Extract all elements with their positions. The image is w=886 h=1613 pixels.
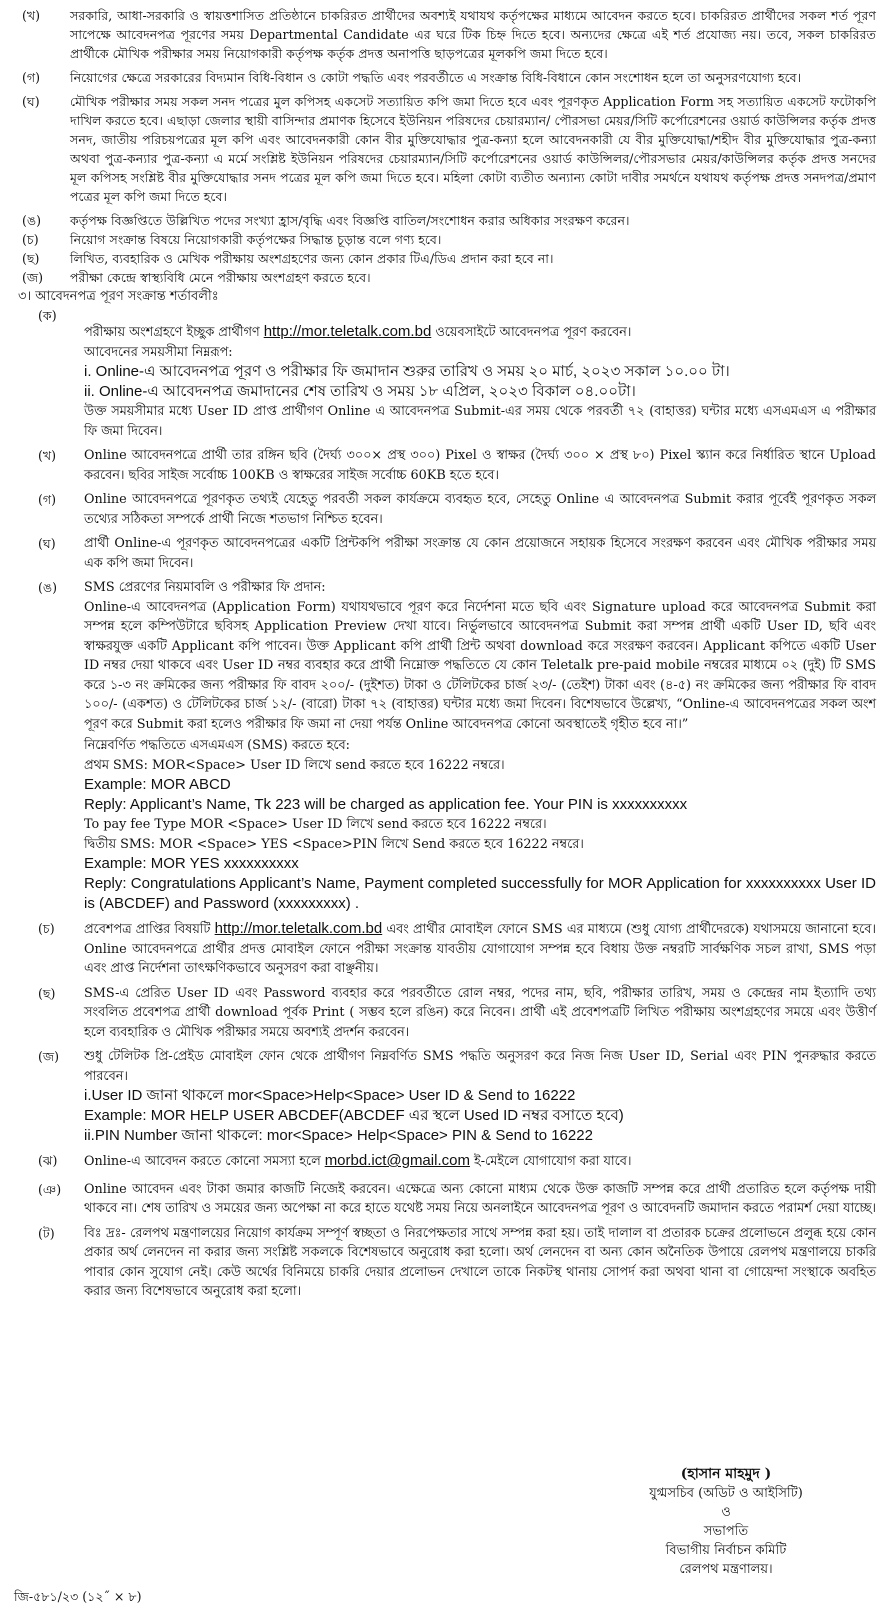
clause-mark: (ঙ) — [38, 580, 58, 595]
help-text-end: ই-মেইলে যোগাযোগ করা যাবে। — [474, 1154, 632, 1169]
clause-text: প্রার্থী Online-এ পূরণকৃত আবেদনপত্রের একটি প্রিন্টকপি পরীক্ষা সংক্রান্ত যে কোন প্রয়োজনে সহায়ক হিসেবে সংরক্ষণ করবেন এবং মৌখিক পরীক্ষার সময় এক কপি জমা দিবেন। — [84, 536, 876, 571]
clause-3-jha — [12, 1151, 876, 1172]
signatory-ministry: রেলপথ মন্ত্রণালয়। — [679, 1562, 773, 1577]
clause-gha — [12, 92, 876, 206]
clause-text: Online আবেদনপত্রে পূরণকৃত তথ্যই যেহেতু পরবর্তী সকল কার্যক্রমে ব্যবহৃত হবে, সেহেতু Online এ আবেদনপত্র Submit করার পূর্বেই পূরণকৃত সকল তথ্যের সঠিকতা সম্পর্কে প্রার্থী নিজে শতভাগ নিশ্চিত হবেন। — [84, 492, 876, 527]
signatory-designation: যুগ্মসচিব (অডিট ও আইসিটি) — [649, 1486, 803, 1501]
deadline-title: আবেদনের সময়সীমা নিম্নরূপ: — [84, 344, 233, 360]
example-1: Example: MOR ABCD — [84, 776, 231, 793]
clause-mark: (ঘ) — [22, 94, 40, 109]
clause-text: সরকারি, আধা-সরকারি ও স্বায়ত্তশাসিত প্রতিষ্ঠানে চাকরিরত প্রার্থীদের অবশ্যই যথাযথ কর্তৃপক্ষের মাধ্যমে আবেদন করতে হবে। চাকরিরত প্রার্থীদের সকল শর্ত পূরণ সাপেক্ষে আবেদনপত্র পূরণের সময় Departmental Candidate এর ঘরে টিক চিহ্ন দিতে হবে। অন্যদের ক্ষেত্রে এই শর্ত প্রযোজ্য নয়। তবে, সকল চাকরিরত প্রার্থীকে মৌখিক পরীক্ষার সময় নিয়োগকারী কর্তৃপক্ষ কর্তৃক প্রদত্ত অনাপত্তি ছাড়পত্রের মূলকপি জমা দিতে হবে। — [70, 8, 876, 61]
help-text: Online-এ আবেদন করতে কোনো সমস্যা হলে — [84, 1154, 321, 1169]
clause-text: মৌখিক পরীক্ষার সময় সকল সনদ পত্রের মুল কপিসহ একসেট সত্যায়িত কপি জমা দিতে হবে এবং পূরণকৃত Application Form সহ সত্যায়িত একসেট ফটোকপি দাখিল করতে হবে। এছাড়া জেলার স্থায়ী বাসিন্দার প্রমাণক হিসেবে ইউনিয়ন পরিষদের চেয়ারম্যান/ পৌরসভা মেয়র/সিটি কর্পোরেশনের ওয়ার্ড কাউন্সিলর কর্তৃক প্রদত্ত সনদ, জাতীয় পরিচয়পত্রের মূল কপি এবং আবেদনকারী কোন বীর মুক্তিযোদ্ধার পুত্র-কন্যা হলে আবেদনকারী যে বীর মুক্তিযোদ্ধা/শহীদ বীর মুক্তিযোদ্ধার পুত্র-কন্যা অথবা পুত্র-কন্যার পুত্র-কন্যা এ মর্মে সংশ্লিষ্ট ইউনিয়ন পরিষদের চেয়ারম্যান/সিটি কর্পোরেশনের ওয়ার্ড কাউন্সিলর/পৌরসভার মেয়র/কাউন্সিলর কর্তৃক প্রদত্ত সনদের মূল কপিসহ সংশ্লিষ্ট বীর মুক্তিযোদ্ধার সনদ পত্রের মূল কপি জমা দিতে হবে। মহিলা কোটা ব্যতীত অন্যান্য কোটা দাবীর সমর্থনে যথাযথ কর্তৃপক্ষ প্রদত্ত সনদপত্র/প্রমাণ পত্রের মূল কপি জমা দিতে হবে। — [70, 94, 876, 204]
signatory-name: (হাসান মাহমুদ ) — [680, 1466, 772, 1482]
clause-mark: (খ) — [22, 8, 41, 23]
sms-title: SMS প্রেরণের নিয়মাবলি ও পরীক্ষার ফি প্রদান: — [84, 580, 326, 595]
signatory-committee: বিভাগীয় নির্বাচন কমিটি — [665, 1543, 787, 1558]
clause-mark: (চ) — [38, 921, 55, 936]
clause-ja — [12, 268, 876, 287]
clause-text: SMS-এ প্রেরিত User ID এবং Password ব্যবহার করে পরবর্তীতে রোল নম্বর, পদের নাম, ছবি, পরীক্ষার তারিখ, সময় ও কেন্দ্রের নাম ইত্যাদি তথ্য সংবলিত প্রবেশপত্র প্রার্থী download পূর্বক Print ( সম্ভব হলে রঙিন) করে নিবেন। প্রার্থী এই প্রবেশপত্রটি লিখিত পরীক্ষায় অংশগ্রহণের সময়ে এবং উত্তীর্ণ হলে ব্যবহারিক ও মৌখিক পরীক্ষার সময়ে অবশ্যই প্রদর্শন করবেন। — [84, 985, 876, 1040]
clause-text: নিয়োগ সংক্রান্ত বিষয়ে নিয়োগকারী কর্তৃপক্ষের সিদ্ধান্ত চূড়ান্ত বলে গণ্য হবে। — [70, 232, 442, 247]
clause-cha — [12, 230, 876, 249]
recovery-example: Example: MOR HELP USER ABCDEF(ABCDEF এর স্থলে Used ID নম্বর বসাতে হবে) — [84, 1107, 624, 1124]
clause-uma — [12, 211, 876, 230]
clause-3-nya — [12, 1180, 876, 1219]
clause-ga — [12, 68, 876, 87]
clause-mark: (গ) — [38, 492, 57, 507]
sms-method-title: নিম্নেবর্ণিত পদ্ধতিতে এসএমএস (SMS) করতে হবে: — [84, 738, 350, 753]
clause-mark: (ঙ) — [22, 213, 42, 228]
clause-mark: (গ) — [22, 70, 41, 85]
example-2: Example: MOR YES xxxxxxxxxx — [84, 855, 299, 872]
clause-text: লিখিত, ব্যবহারিক ও মেখিক পরীক্ষায় অংশগ্রহণের জন্য কোন প্রকার টিএ/ডিএ প্রদান করা হবে না। — [70, 251, 554, 266]
teletalk-link[interactable]: http://mor.teletalk.com.bd — [263, 323, 432, 340]
clause-mark: (খ) — [38, 448, 57, 463]
clause-mark: (ছ) — [22, 251, 40, 266]
signature-block — [596, 1465, 856, 1579]
clause-mark: (জ) — [22, 270, 44, 285]
apply-text-end: ওয়েবসাইটে আবেদনপত্র পূরণ করবেন। — [435, 325, 632, 340]
section-3-title: ৩। আবেদনপত্র পূরণ সংক্রান্ত শর্তাবলীঃ — [18, 289, 219, 304]
clause-kha — [12, 6, 876, 63]
sms-paragraph: Online-এ আবেদনপত্র (Application Form) যথাযথভাবে পূরণ করে নির্দেশনা মতে ছবি এবং Signature upload করে আবেদনপত্র Submit করা সম্পন্ন হলে কম্পিউটারে ছবিসহ Application Preview দেখা যাবে। নির্ভুলভাবে আবেদনপত্র Submit করা সম্পন্ন প্রার্থী একটি User ID, ছবি এবং স্বাক্ষরযুক্ত একটি Applicant কপি পাবেন। উক্ত Applicant কপি প্রার্থী প্রিন্ট অথবা download করে সংরক্ষণ করবেন। Applicant কপিতে একটি User ID নম্বর দেয়া থাকবে এবং User ID নম্বর ব্যবহার করে প্রার্থী নিম্নোক্ত পদ্ধতিতে যে কোন Teletalk pre-paid mobile নম্বরের মাধ্যমে ০২ (দুই) টি SMS করে ১-৩ নং ক্রমিকের জন্য পরীক্ষার ফি বাবদ ২০০/- (দুইশত) টাকা ও টেলিটকের চার্জ ২৩/- (তেইশ) টাকা এবং (৪-৫) নং ক্রমিকের জন্য পরীক্ষার ফি বাবদ ১০০/- (একশত) ও টেলিটকের চার্জ ১২/- (বারো) টাকা ৭২ (বাহাত্তর) ঘন্টার মধ্যে জমা দিবেন। বিশেষভাবে উল্লেখ্য, “Online-এ আবেদনপত্রের সকল অংশ পূরণ করে Submit করা হলেও পরীক্ষার ফি জমা না দেয়া পর্যন্ত Online আবেদনপত্র কোনো অবস্থাতেই গৃহীত হবে না।” — [84, 599, 876, 732]
admit-text: প্রবেশপত্র প্রাপ্তির বিষয়টি — [84, 922, 211, 937]
clause-mark: (চ) — [22, 232, 39, 247]
clause-3-ka — [12, 306, 876, 441]
clause-text: বিঃ দ্রঃ- রেলপথ মন্ত্রণালয়ের নিয়োগ কার্যক্রম সম্পূর্ণ স্বচ্ছতা ও নিরপেক্ষতার সাথে সম্পন্ন করা হয়। তাই দালাল বা প্রতারক চক্রের প্রলোভনে প্রলুব্ধ হয়ে কোন প্রকার অর্থ লেনদেন না করার জন্য সংশ্লিষ্ট সকলকে বিশেষভাবে অনুরোধ করা হলো। অর্থ লেনদেন বা অন্য কোন অনৈতিক উপায়ে রেলপথ মন্ত্রণালয়ে চাকরি পাবার কোন সুযোগ নেই। কেউ অর্থের বিনিময়ে চাকরি দেয়ার প্রলোভন দেখালে তাকে নিকটস্থ থানায় সোপর্দ করা অথবা থানা বা গোয়েন্দা সংস্থাকে অবহিত করার জন্য বিশেষভাবে অনুরোধ করা হলো। — [84, 1225, 876, 1299]
clause-3-ta — [12, 1224, 876, 1302]
clause-text: Online আবেদনপত্রে প্রার্থী তার রঙ্গিন ছবি (দৈর্ঘ্য ৩০০× প্রস্থ ৩০০) Pixel ও স্বাক্ষর (দৈর্ঘ্য ৩০০ × প্রস্থ ৮০) Pixel স্ক্যান করে নির্ধারিত স্থানে Upload করবেন। ছবির সাইজ সর্বোচ্চ 100KB ও স্বাক্ষরের সাইজ সর্বোচ্চ 60KB হতে হবে। — [84, 448, 876, 483]
deadline-end: ii. Online-এ আবেদনপত্র জমাদানের শেষ তারিখ ও সময় ১৮ এপ্রিল, ২০২৩ বিকাল ০৪.০০টা। — [84, 383, 636, 400]
clause-3-ja — [12, 1047, 876, 1146]
deadline-note: উক্ত সময়সীমার মধ্যে User ID প্রাপ্ত প্রার্থীগণ Online এ আবেদনপত্র Submit-এর সময় থেকে পরবর্তী ৭২ (বাহাত্তর) ঘন্টার মধ্যে এসএমএস এ পরীক্ষার ফি জমা দিবেন। — [84, 404, 876, 439]
signatory-role: সভাপতি — [703, 1524, 749, 1539]
clause-text: নিয়োগের ক্ষেত্রে সরকারের বিদ্যমান বিধি-বিধান ও কোটা পদ্ধতি এবং পরবর্তীতে এ সংক্রান্ত বিধি-বিধানে কোন সংশোধন হলে তা অনুসরণযোগ্য হবে। — [70, 70, 802, 85]
clause-3-kha — [12, 446, 876, 485]
signatory-and: ও — [721, 1505, 731, 1520]
clause-chha — [12, 249, 876, 268]
reply-1: Reply: Applicant’s Name, Tk 223 will be charged as application fee. Your PIN is xxxxxxxxxx — [84, 796, 688, 813]
first-sms: প্রথম SMS: MOR<Space> User ID লিখে send করতে হবে 16222 নম্বরে। — [84, 757, 505, 773]
clause-3-uma — [12, 578, 876, 914]
recovery-user-id: i.User ID জানা থাকলে mor<Space>Help<Space> User ID & Send to 16222 — [84, 1087, 576, 1104]
clause-mark: (ঘ) — [38, 536, 56, 551]
clause-mark: (ট) — [38, 1225, 55, 1241]
clause-3-ga — [12, 490, 876, 529]
clause-3-cha — [12, 919, 876, 979]
clause-text: কর্তৃপক্ষ বিজ্ঞপ্তিতে উল্লিখিত পদের সংখ্যা হ্রাস/বৃদ্ধি এবং বিজ্ঞপ্তি বাতিল/সংশোধন করার অধিকার সংরক্ষণ করেন। — [70, 213, 630, 228]
recovery-intro: শুধু টেলিটক প্রি-প্রেইড মোবাইল ফোন থেকে প্রার্থীগণ নিম্নবর্ণিত SMS পদ্ধতি অনুসরণ করে নিজ নিজ User ID, Serial এবং PIN পুনরুদ্ধার করতে পারবেন। — [84, 1049, 876, 1084]
clause-mark: (ক) — [38, 308, 57, 323]
memo-number: জি-৫৮১/২৩ (১২˝ × ৮) — [14, 1589, 142, 1604]
apply-text: পরীক্ষায় অংশগ্রহণে ইচ্ছুক প্রার্থীগণ — [84, 325, 260, 340]
recovery-pin: ii.PIN Number জানা থাকলে: mor<Space> Help<Space> PIN & Send to 16222 — [84, 1127, 593, 1144]
clause-text: Online আবেদন এবং টাকা জমার কাজটি নিজেই করবেন। এক্ষেত্রে অন্য কোনো মাধ্যম থেকে উক্ত কাজটি সম্পন্ন করে প্রার্থী প্রতারিত হলে কর্তৃপক্ষ দায়ী থাকবে না। শেষ তারিখ ও সময়ের জন্য অপেক্ষা না করে হাতে যথেষ্ট সময় নিয়ে অনলাইনে আবেদনপত্র পূরণ ও আবেদনটি জমাদান করতে পরামর্শ দেয়া যাচ্ছে। — [84, 1181, 877, 1216]
clause-text: পরীক্ষা কেন্দ্রে স্বাস্থ্যবিধি মেনে পরীক্ষায় অংশগ্রহণ করতে হবে। — [70, 270, 371, 285]
clause-3-gha — [12, 534, 876, 573]
reply-2: Reply: Congratulations Applicant’s Name, Payment completed successfully for MOR Application for xxxxxxxxxx User ID is (ABCDEF) and Password (xxxxxxxxx) . — [84, 875, 876, 912]
clause-mark: (জ) — [38, 1049, 60, 1064]
pay-fee-instruction: To pay fee Type MOR <Space> User ID লিখে send করতে হবে 16222 নম্বরে। — [84, 817, 547, 832]
clause-mark: (ছ) — [38, 985, 56, 1001]
clause-mark: (ঝ) — [38, 1153, 58, 1168]
teletalk-link-2[interactable]: http://mor.teletalk.com.bd — [214, 920, 383, 937]
clause-3-chha — [12, 984, 876, 1043]
second-sms: দ্বিতীয় SMS: MOR <Space> YES <Space>PIN লিখে Send করতে হবে 16222 নম্বরে। — [84, 836, 584, 852]
admit-text-rest: এবং প্রার্থীর মোবাইল ফোনে SMS এর মাধ্যমে (শুধু যোগ্য প্রার্থীদেরকে) যথাসময়ে জানানো হবে। Online আবেদনপত্রে প্রার্থীর প্রদত্ত মোবাইল ফোনে পরীক্ষা সংক্রান্ত যাবতীয় যোগাযোগ সম্পন্ন হবে বিধায় উক্ত নম্বরটি সার্বক্ষণিক সচল রাখা, SMS পড়া এবং প্রাপ্ত নির্দেশনা তাৎক্ষণিকভাবে অনুসরণ করা বাঞ্ছনীয়। — [84, 922, 876, 976]
help-email-link[interactable]: morbd.ict@gmail.com — [324, 1152, 470, 1169]
deadline-start: i. Online-এ আবেদনপত্র পূরণ ও পরীক্ষার ফি জমাদান শুরুর তারিখ ও সময় ২০ মার্চ, ২০২৩ সকাল ১০.০০ টা। — [84, 363, 730, 380]
clause-mark: (ঞ) — [38, 1181, 62, 1197]
